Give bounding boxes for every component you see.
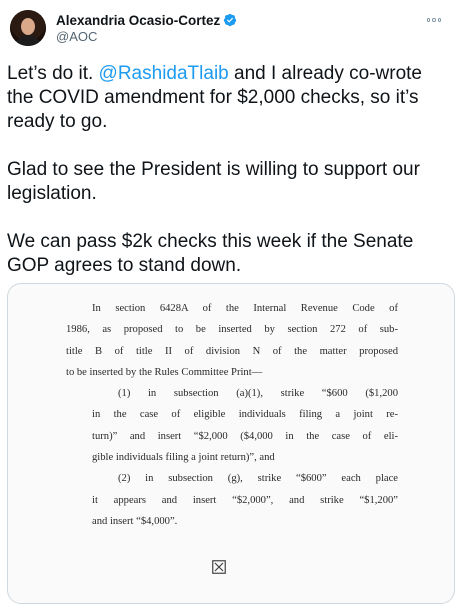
doc-line: and insert “$4,000”. [92,515,178,527]
close-box-icon [212,560,226,574]
doc-line: 1986, as proposed to be inserted by section 272 of sub- [66,324,398,336]
tweet-text [7,62,453,278]
author-handle[interactable]: @AOC [56,28,98,44]
doc-line: title B of title II of division N of the matter proposed [66,345,398,357]
tweet-paragraph-2: Glad to see the President is willing to support our legislation. [7,159,420,204]
amendment-document [66,298,398,532]
name-row [56,12,237,29]
more-dot [438,18,442,22]
tweet-header [10,6,450,50]
author-display-name[interactable]: Alexandria Ocasio-Cortez [56,12,221,28]
author-names [56,12,237,45]
doc-line: turn)” and insert “$2,000 ($4,000 in the case of eli- [92,430,398,442]
avatar[interactable] [10,10,46,46]
doc-line: gible individuals filing a joint return)”, and [92,452,275,464]
verified-badge-icon [223,13,237,27]
tweet-paragraph-3: We can pass $2k checks this week if the Senate GOP agrees to stand down. [7,231,414,276]
doc-line: In section 6428A of the Internal Revenue Code of [92,303,398,314]
tweet-paragraph-1 [7,62,453,134]
more-options-icon[interactable] [422,12,446,28]
attached-image[interactable] [7,283,455,604]
mention-link[interactable]: @RashidaTlaib [98,63,229,84]
more-dot [432,18,436,22]
avatar-face [21,18,35,35]
doc-line: (2) in subsection (g), strike “$600” each place [118,473,398,485]
more-dot [427,18,431,22]
doc-line: in the case of eligible individuals filing a joint re- [92,409,398,421]
tweet-paragraph-1-start: Let’s do it. [7,63,99,84]
tweet-paragraph-1-end: and I already co-wrote the COVID amendment for $2,000 checks, so it’s ready to go. [7,63,422,132]
doc-line: to be inserted by the Rules Committee Print— [66,366,263,378]
doc-line: it appears and insert “$2,000”, and strike “$1,200” [92,494,398,506]
doc-line: (1) in subsection (a)(1), strike “$600 ($1,200 [118,388,398,400]
